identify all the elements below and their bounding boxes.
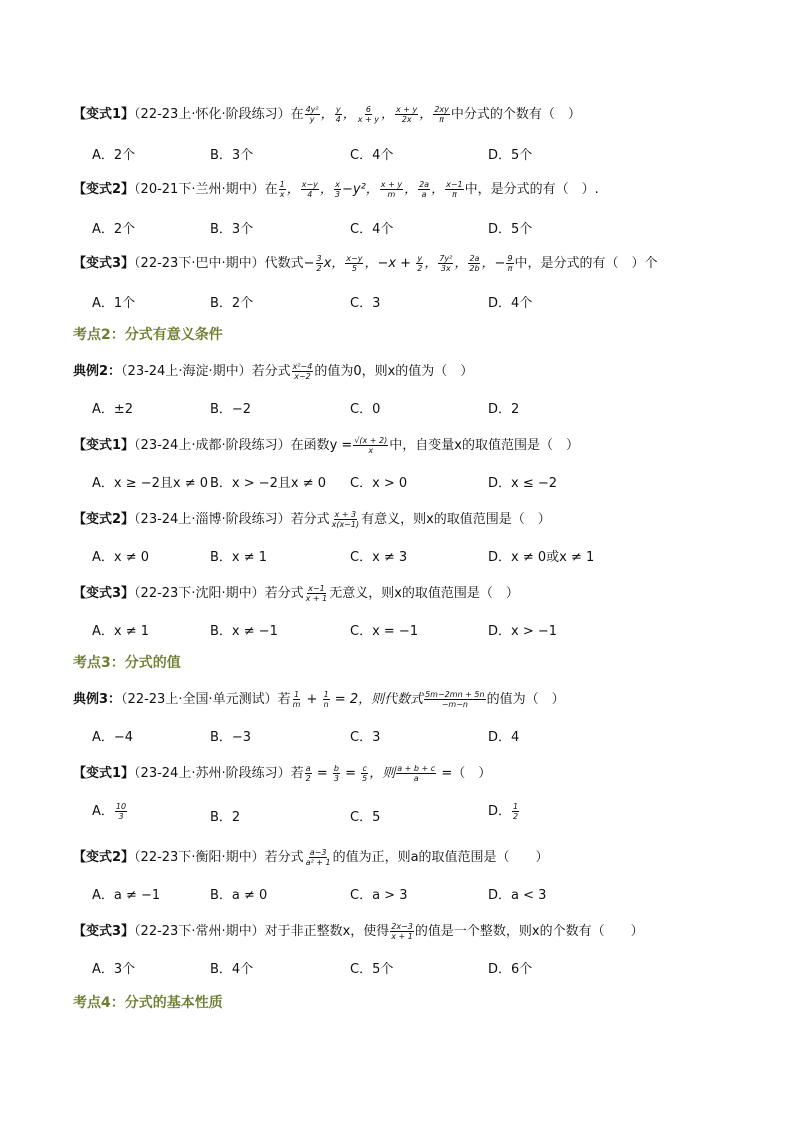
- option-d: D．5个: [488, 222, 533, 237]
- question-line: [73, 584, 519, 604]
- fraction: [357, 105, 380, 124]
- fraction: [333, 764, 340, 783]
- option-b: B．x ≠ 1: [210, 550, 268, 565]
- section-heading: 考点4：分式的基本性质: [73, 995, 223, 1011]
- fraction: [353, 436, 388, 455]
- option-c: C．3: [350, 730, 381, 745]
- denominator: x: [279, 190, 285, 199]
- denominator: n: [323, 700, 329, 709]
- option-c: C．5个: [350, 962, 394, 977]
- math-text: =: [312, 766, 332, 781]
- numerator: 1: [293, 690, 300, 699]
- question-line: [73, 436, 579, 456]
- denominator: 2: [513, 812, 519, 821]
- denominator: x: [368, 446, 374, 455]
- option-b: [210, 808, 240, 828]
- math-text: ，: [424, 256, 438, 271]
- math-text: ，则: [369, 766, 396, 781]
- numerator: x−y: [301, 180, 318, 189]
- question-tag: 【变式3】: [73, 586, 135, 601]
- fraction: [305, 584, 329, 603]
- fraction: [334, 180, 341, 199]
- denominator: 5: [362, 774, 368, 783]
- numerator: x + y: [380, 180, 403, 189]
- fraction: [390, 922, 414, 941]
- option-c: C．x > 0: [350, 476, 408, 491]
- denominator: a: [421, 190, 427, 199]
- fraction: [512, 802, 519, 821]
- numerator: 2a: [419, 180, 430, 189]
- numerator: 1: [323, 690, 329, 699]
- question-tail: 中，自变量x的取值范围是（ ）: [389, 438, 579, 453]
- math-text: ，: [286, 182, 300, 197]
- option-c: C．x = −1: [350, 624, 419, 639]
- question-tag: 【变式2】: [73, 850, 135, 865]
- math-text: ，−: [481, 256, 506, 271]
- option-b: B．a ≠ 0: [210, 888, 268, 903]
- denominator: 2: [316, 264, 322, 273]
- option-c: C．4个: [350, 222, 394, 237]
- denominator: 4: [335, 115, 341, 124]
- math-text: =: [340, 766, 361, 781]
- option-b: B．3个: [210, 222, 254, 237]
- math-text: ，: [404, 182, 418, 197]
- option-d: [488, 802, 520, 822]
- denominator: 4: [307, 190, 313, 199]
- numerator: 6: [365, 105, 371, 114]
- option-d: D．a < 3: [488, 888, 547, 903]
- denominator: π: [451, 190, 457, 199]
- math-text: = 2，则代数式: [330, 692, 424, 707]
- question-text: （23-24上·苏州·阶段练习）若: [134, 766, 304, 781]
- numerator: y: [417, 254, 423, 263]
- fraction: [418, 180, 430, 199]
- option-c: [350, 808, 380, 828]
- numerator: 1: [513, 802, 519, 811]
- question-line: [73, 764, 491, 784]
- denominator: x−2: [294, 372, 311, 381]
- denominator: x + y: [357, 115, 380, 124]
- question-text: （23-24上·淄博·阶段练习）若分式: [134, 512, 330, 527]
- denominator: −m−n: [441, 700, 468, 709]
- denominator: a: [413, 774, 419, 783]
- math-text: +: [302, 692, 322, 707]
- fraction: [433, 105, 450, 124]
- option-d: D．x > −1: [488, 624, 558, 639]
- denominator: 2: [305, 774, 311, 783]
- fraction: [335, 105, 342, 124]
- numerator: 5m−2mn + 5n: [425, 690, 485, 699]
- question-tail: 的值为（ ）: [486, 692, 565, 707]
- denominator: 3: [333, 774, 339, 783]
- question-text: （22-23上·怀化·阶段练习）在: [134, 107, 304, 122]
- question-text: （22-23下·衡阳·期中）若分式: [134, 850, 304, 865]
- question-tag: 【变式3】: [73, 924, 135, 939]
- fraction: [115, 802, 127, 821]
- option-a: A．x ≥ −2且x ≠ 0: [92, 476, 209, 491]
- fraction: [424, 690, 486, 709]
- option-d: D．4个: [488, 296, 533, 311]
- fraction: [416, 254, 423, 273]
- math-text: ，: [419, 107, 433, 122]
- numerator: x + 3: [334, 510, 357, 519]
- question-line: [73, 362, 473, 382]
- denominator: π: [507, 264, 513, 273]
- math-text: ，: [342, 107, 356, 122]
- fraction: [438, 254, 453, 273]
- math-text: ，: [320, 107, 334, 122]
- denominator: 2x: [401, 115, 412, 124]
- question-tag: 【变式2】: [73, 182, 135, 197]
- fraction: [316, 254, 323, 273]
- question-tail: 无意义，则x的取值范围是（ ）: [329, 586, 519, 601]
- numerator: x + y: [396, 105, 418, 114]
- math-text: ，: [454, 256, 468, 271]
- math-text: −: [303, 256, 315, 271]
- option-label: D．: [488, 804, 512, 819]
- numerator: 3: [316, 254, 322, 263]
- numerator: a−3: [309, 848, 327, 857]
- numerator: 9: [507, 254, 513, 263]
- question-line: [73, 180, 599, 200]
- option-a: A．2个: [92, 222, 136, 237]
- question-line: [73, 254, 658, 274]
- option-d: D．x ≠ 0或x ≠ 1: [488, 550, 595, 565]
- fraction: [305, 105, 320, 124]
- fraction: [396, 764, 436, 783]
- question-line: [73, 690, 565, 710]
- option-label: A．: [92, 804, 114, 819]
- question-line: [73, 510, 551, 530]
- numerator: x²−4: [292, 362, 313, 371]
- denominator: 3x: [440, 264, 451, 273]
- option-d: D．x ≤ −2: [488, 476, 558, 491]
- denominator: 3: [334, 190, 340, 199]
- denominator: x(x−1): [331, 520, 360, 529]
- fraction: [301, 180, 319, 199]
- fraction: [279, 180, 286, 199]
- question-tag: 典例2：: [73, 364, 122, 379]
- numerator: y: [335, 105, 341, 114]
- fraction: [292, 362, 314, 381]
- math-text: ，: [431, 182, 445, 197]
- numerator: c: [362, 764, 367, 773]
- option-b: B．x ≠ −1: [210, 624, 278, 639]
- option-c: C．a > 3: [350, 888, 408, 903]
- option-b: B．2个: [210, 296, 254, 311]
- math-text: ，: [319, 182, 333, 197]
- fraction: [380, 180, 403, 199]
- denominator: 3: [118, 812, 124, 821]
- option-a: A．1个: [92, 296, 136, 311]
- question-tag: 典例3：: [73, 692, 122, 707]
- question-line: [73, 848, 549, 868]
- denominator: x + 1: [305, 594, 328, 603]
- denominator: 2b: [469, 264, 480, 273]
- fraction: [323, 690, 330, 709]
- numerator: 2xy: [434, 105, 449, 114]
- fraction: [395, 105, 418, 124]
- denominator: π: [439, 115, 444, 124]
- math-text: x，: [323, 256, 345, 271]
- option-a: A．2个: [92, 148, 136, 163]
- option-b: B．−3: [210, 730, 252, 745]
- denominator: m: [387, 190, 396, 199]
- question-text: （22-23下·巴中·期中）代数式: [134, 256, 304, 271]
- option-d: D．4: [488, 730, 520, 745]
- numerator: b: [333, 764, 339, 773]
- question-tail: 有意义，则x的取值范围是（ ）: [361, 512, 551, 527]
- denominator: y: [309, 115, 315, 124]
- question-line: [73, 922, 644, 942]
- question-tag: 【变式1】: [73, 107, 135, 122]
- math-text: ，: [381, 107, 395, 122]
- question-tag: 【变式1】: [73, 766, 135, 781]
- question-tail: 中分式的个数有（ ）: [450, 107, 581, 122]
- question-line: [73, 105, 581, 125]
- math-text: ，−x +: [364, 256, 416, 271]
- denominator: m: [292, 700, 301, 709]
- fraction: [345, 254, 363, 273]
- fraction: [445, 180, 464, 199]
- question-tag: 【变式1】: [73, 438, 135, 453]
- question-text: （22-23上·全国·单元测试）若: [121, 692, 291, 707]
- option-a: A．±2: [92, 402, 134, 417]
- option-a: A．a ≠ −1: [92, 888, 161, 903]
- numerator: 7y²: [439, 254, 453, 263]
- option-b: B．x > −2且x ≠ 0: [210, 476, 327, 491]
- option-b: B．−2: [210, 402, 252, 417]
- denominator: 2: [417, 264, 423, 273]
- question-tag: 【变式3】: [73, 256, 135, 271]
- fraction: [292, 690, 302, 709]
- question-tail: 的值是一个整数，则x的个数有（ ）: [414, 924, 644, 939]
- fraction: [305, 764, 312, 783]
- numerator: √(x + 2): [354, 436, 388, 445]
- numerator: x−1: [446, 180, 463, 189]
- question-text: （22-23下·沈阳·期中）若分式: [134, 586, 304, 601]
- option-c: C．3: [350, 296, 381, 311]
- option-d: D．5个: [488, 148, 533, 163]
- question-text: （22-23下·常州·期中）对于非正整数x，使得: [134, 924, 390, 939]
- option-a: A．x ≠ 0: [92, 550, 150, 565]
- numerator: x−1: [308, 584, 325, 593]
- question-tail: =（ ）: [437, 766, 492, 781]
- option-label: B．2: [210, 810, 241, 825]
- question-tag: 【变式2】: [73, 512, 135, 527]
- numerator: 1: [279, 180, 285, 189]
- option-d: D．6个: [488, 962, 533, 977]
- question-text: （23-24上·海淀·期中）若分式: [121, 364, 291, 379]
- question-tail: 中，是分式的有（ ）.: [464, 182, 599, 197]
- fraction: [361, 764, 368, 783]
- numerator: 2x−3: [391, 922, 413, 931]
- denominator: a² + 1: [305, 858, 331, 867]
- option-b: B．4个: [210, 962, 254, 977]
- option-a: A．x ≠ 1: [92, 624, 150, 639]
- fraction: [331, 510, 361, 529]
- option-c: C．0: [350, 402, 381, 417]
- math-text: −y²，: [341, 182, 379, 197]
- option-label: C．5: [350, 810, 381, 825]
- option-b: B．3个: [210, 148, 254, 163]
- numerator: 2a: [469, 254, 480, 263]
- question-text: （20-21下·兰州·期中）在: [134, 182, 278, 197]
- numerator: a + b + c: [397, 764, 436, 773]
- denominator: 5: [351, 264, 357, 273]
- question-tail: 的值为正，则a的取值范围是（ ）: [332, 850, 549, 865]
- section-heading: 考点2：分式有意义条件: [73, 327, 223, 343]
- numerator: a: [305, 764, 311, 773]
- option-d: D．2: [488, 402, 520, 417]
- option-c: C．4个: [350, 148, 394, 163]
- question-tail: 中，是分式的有（ ）个: [514, 256, 658, 271]
- question-tail: 的值为0，则x的值为（ ）: [314, 364, 474, 379]
- option-a: A．3个: [92, 962, 136, 977]
- denominator: x + 1: [391, 932, 413, 941]
- numerator: 4y²: [305, 105, 319, 114]
- numerator: x−y: [346, 254, 363, 263]
- question-text: （23-24上·成都·阶段练习）在函数y =: [134, 438, 353, 453]
- fraction: [305, 848, 332, 867]
- section-heading: 考点3：分式的值: [73, 655, 181, 671]
- option-c: C．x ≠ 3: [350, 550, 408, 565]
- option-a: [92, 802, 128, 822]
- option-a: A．−4: [92, 730, 134, 745]
- numerator: x: [335, 180, 340, 189]
- numerator: 10: [115, 802, 127, 811]
- fraction: [506, 254, 513, 273]
- fraction: [468, 254, 480, 273]
